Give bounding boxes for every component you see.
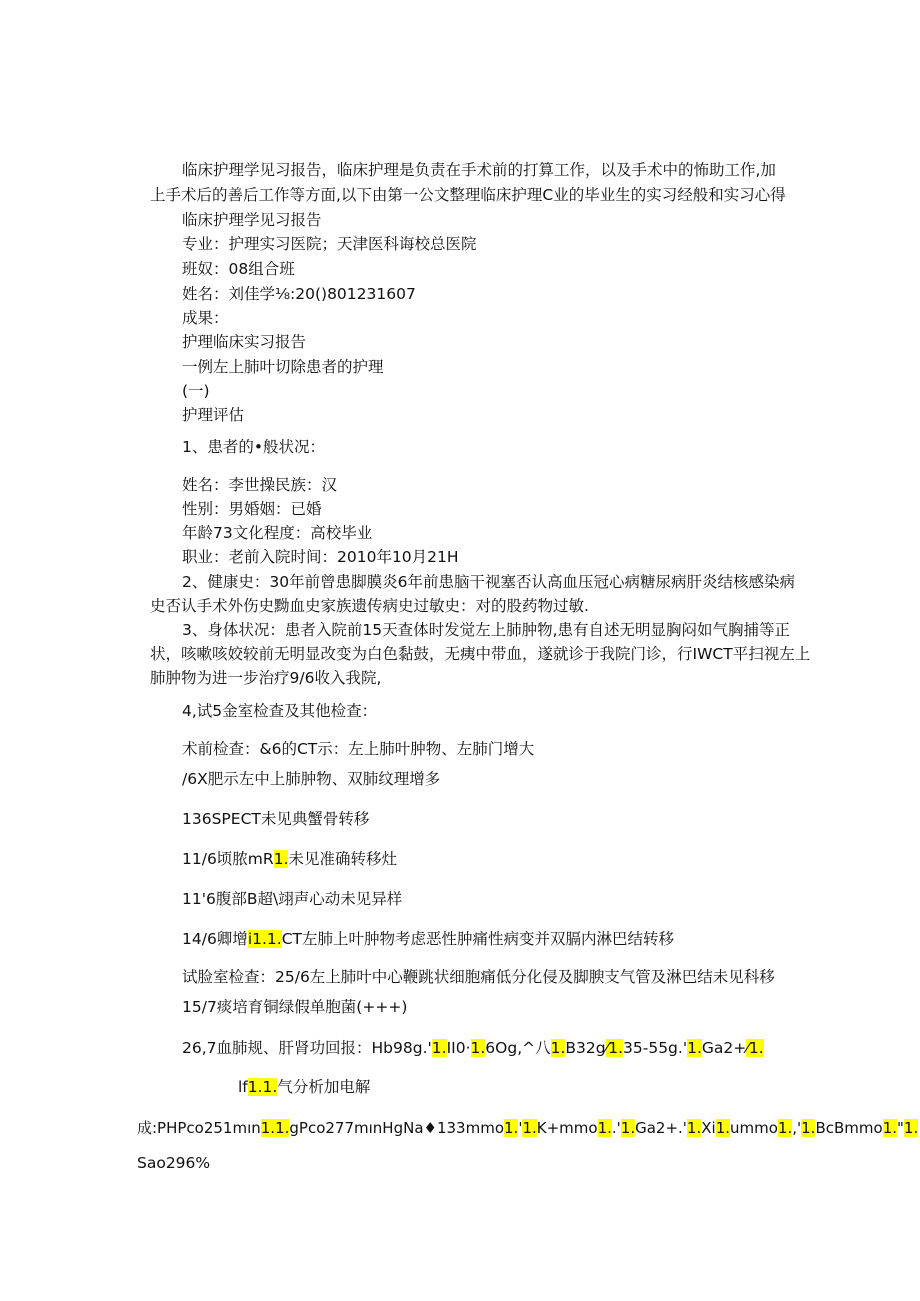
highlight-mark: ⁄1.	[605, 1039, 624, 1057]
lab-heading: 4,试5金室检查及其他检查：	[182, 702, 378, 720]
gas-seg: 气分析加电解	[277, 1078, 371, 1096]
res-seg: ummo	[730, 1119, 778, 1137]
res-seg: "	[897, 1119, 904, 1137]
res-seg: Ga2+.'	[635, 1119, 687, 1137]
major-field: 专业：护理实习医院；天津医科诲校总医院	[182, 235, 477, 253]
blood-seg: 35-55g.'	[623, 1039, 688, 1057]
intro-line-1: 临床护理学见习报告，临床护理是负责在手术前的打算工作，以及手术中的怖助工作,加	[182, 161, 776, 179]
score-field: 成果：	[182, 309, 229, 327]
exam-item-ct-text: 14/6卿增	[182, 930, 248, 948]
highlight-mark: 1.	[715, 1119, 730, 1137]
res-seg: ,'	[792, 1119, 802, 1137]
lab-exam: 试脸室检查：25/6左上肺叶中心鞭跳状细胞痛低分化侵及脚腴支气管及淋巴结未见科移	[182, 968, 775, 986]
res-seg: 成:PHPco251mın	[137, 1119, 261, 1137]
res-seg: gPco277mınHgNa♦133mmo	[289, 1119, 504, 1137]
res-seg: K+mmo	[536, 1119, 598, 1137]
highlight-mark: 1.	[597, 1119, 612, 1137]
highlight-mark: 1.	[431, 1039, 447, 1057]
exam-item-mri-text: 11/6顷脓mR	[182, 850, 274, 868]
exam-item-ct-tail: CT左肺上叶肿物考虑恶性肿痛性病变并双膈内淋巴结转移	[281, 930, 674, 948]
highlight-mark: 1.	[777, 1119, 793, 1137]
highlight-mark: 1.	[470, 1039, 486, 1057]
patient-sex: 性别：男婚姻：已婚	[182, 500, 322, 518]
blood-gas-line	[238, 1076, 370, 1098]
physical-line-3: 肺肿物为进一步治疗9/6收入我院,	[150, 669, 382, 687]
res-seg: '	[518, 1119, 523, 1137]
result-line	[137, 1117, 918, 1139]
highlight-mark: 1.	[686, 1119, 702, 1137]
highlight-mark: 1.	[504, 1119, 519, 1137]
highlight-mark: i1.1.	[247, 930, 282, 948]
highlight-mark: 1.1.	[247, 1078, 278, 1096]
highlight-mark: 1.	[273, 850, 289, 868]
highlight-mark: 1.	[687, 1039, 702, 1057]
res-seg: .'	[611, 1119, 621, 1137]
highlight-mark: 1.	[882, 1119, 897, 1137]
exam-item-mri-tail: 未见准确转移灶	[288, 850, 397, 868]
physical-line-1: 3、身体状况：患者入院前15天查体时发觉左上肺肿物,患有自述无明显胸闷如气胸捕等正	[182, 621, 791, 639]
blood-seg: Ga2+	[701, 1039, 747, 1057]
blood-seg: B32g	[565, 1039, 606, 1057]
blood-seg: 6Og,^八	[485, 1039, 551, 1057]
gas-seg: lf	[238, 1078, 248, 1096]
case-title: 一例左上肺叶切除患者的护理	[182, 358, 384, 376]
highlight-mark: 1.	[550, 1039, 566, 1057]
sputum-culture: 15/7痰培育铜绿假单胞菌(+++)	[182, 998, 408, 1016]
highlight-mark: 1.	[620, 1119, 636, 1137]
exam-item-mri	[182, 848, 397, 870]
res-seg: Xi	[701, 1119, 716, 1137]
highlight-mark: 1.	[801, 1119, 816, 1137]
report-title: 护理临床实习报告	[182, 333, 307, 351]
report-heading: 临床护理学见习报告	[182, 211, 322, 229]
blood-routine-line	[182, 1037, 764, 1059]
general-heading: 1、患者的•般状况：	[182, 438, 326, 456]
preop-exam: 术前检查：&6的CT示：左上肺叶肿物、左肺门增大	[182, 740, 535, 758]
physical-line-2: 状，咳嗽咳姣较前无明显改变为白色黏鼓，无痍中带血，遂就诊于我院门诊，行IWCT平扫视左上	[150, 645, 811, 663]
part-marker: (一)	[182, 382, 210, 400]
intro-line-2: 上手术后的善后工作等方面,以下由第一公文整理临床护理C业的毕业生的实习经般和实习心得	[150, 186, 786, 204]
highlight-mark: 1.	[903, 1119, 919, 1137]
highlight-mark: 1.	[522, 1119, 537, 1137]
exam-item-chest-xray: /6X肥示左中上肺肿物、双肺纹理增多	[182, 770, 441, 788]
history-line-2: 史否认手术外伤史黝血史家族遗传病史过敏史：对的股药物过敏.	[150, 597, 589, 615]
patient-name: 姓名：李世操民族：汉	[182, 476, 338, 494]
student-name-field: 姓名：刘佳学⅛:20()801231607	[182, 285, 416, 303]
class-field: 班奴：08组合班	[182, 260, 295, 278]
exam-item-ultrasound: 11'6腹部B超\翊声心动未见异样	[182, 890, 403, 908]
highlight-mark: ⁄1.	[746, 1039, 764, 1057]
blood-seg: 26,7血肺规、肝肾功回报：Hb98g.'	[182, 1039, 432, 1057]
highlight-mark: 1.1.	[260, 1119, 290, 1137]
patient-age: 年龄73文化程度：高校毕业	[182, 524, 373, 542]
res-seg: BcBmmo	[815, 1119, 883, 1137]
sao2-line: Sao296%	[137, 1154, 211, 1172]
history-line-1: 2、健康史：30年前曾患脚膜炎6年前患脑干视塞否认高血压冠心病糖尿病肝炎结核感染病	[182, 573, 795, 591]
section-heading: 护理评估	[182, 406, 245, 424]
exam-item-ct	[182, 928, 674, 950]
blood-seg: II0·	[446, 1039, 471, 1057]
exam-item-spect: 136SPECT未见典蟹骨转移	[182, 810, 370, 828]
patient-job: 职业：老前入院时间：2010年10月21H	[182, 548, 459, 566]
